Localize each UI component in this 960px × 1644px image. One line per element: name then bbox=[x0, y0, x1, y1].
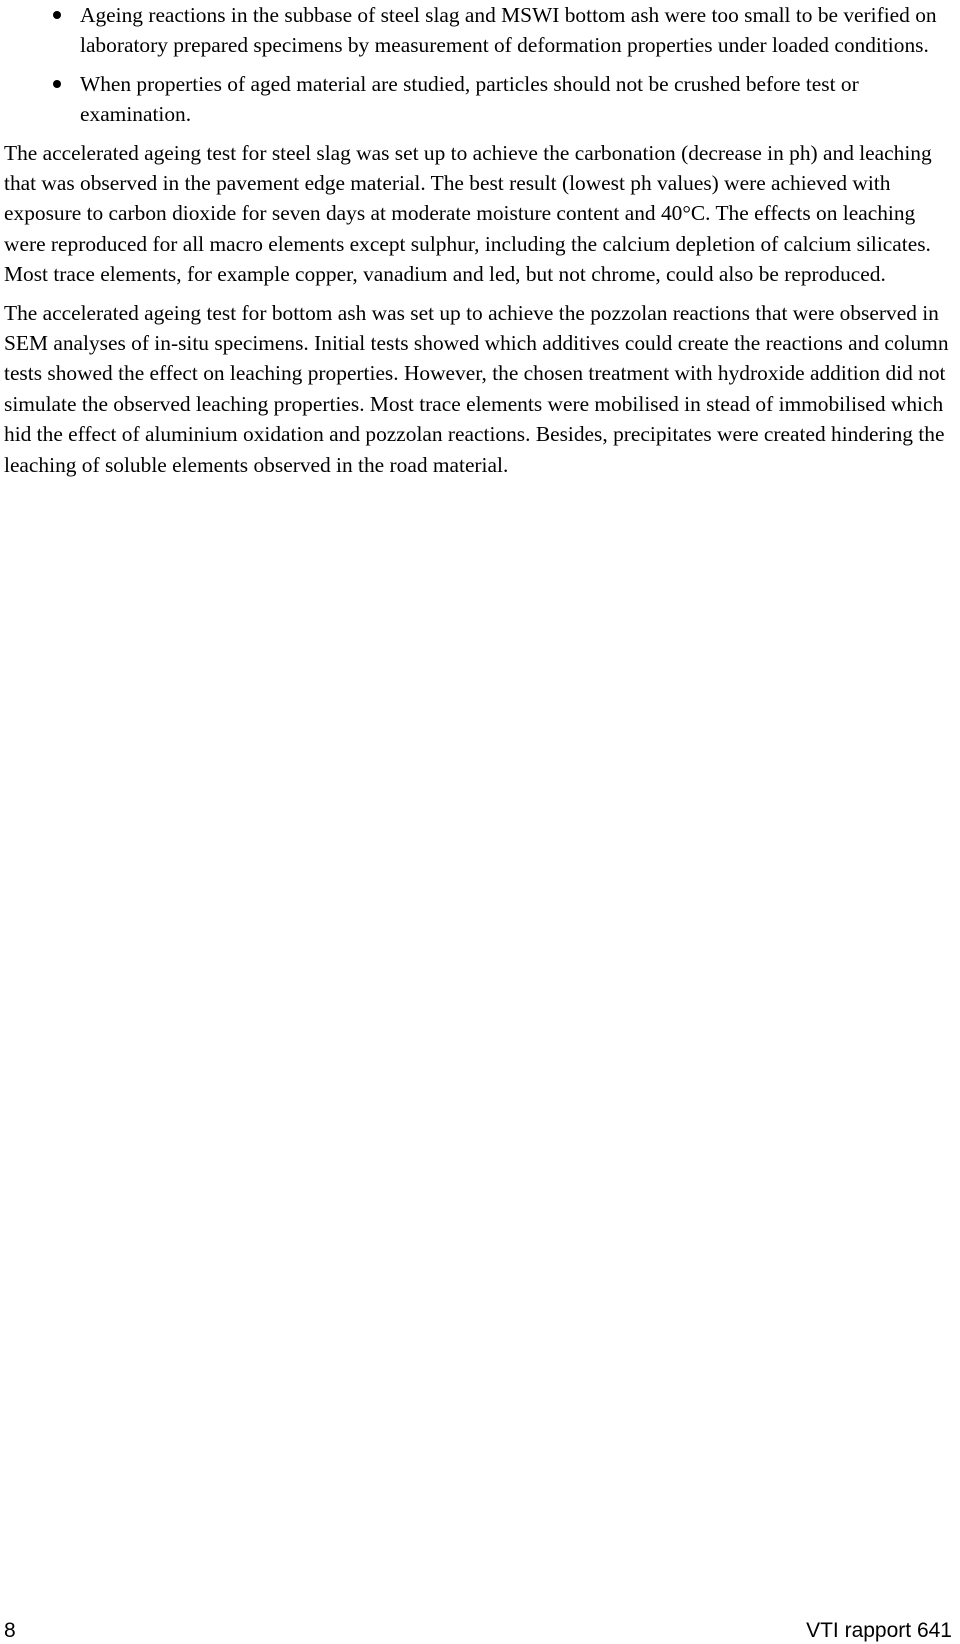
report-label: VTI rapport 641 bbox=[806, 1619, 952, 1642]
page-number: 8 bbox=[4, 1619, 16, 1642]
page-body bbox=[4, 0, 960, 488]
bullet-text: Ageing reactions in the subbase of steel slag and MSWI bottom ash were too small to be verified on laboratory prepared specimens by measurement of deformation properties under loaded conditions. bbox=[80, 3, 937, 58]
bullet-dot-icon bbox=[53, 11, 61, 19]
conclusion-bullet-list bbox=[4, 0, 960, 130]
paragraph-bottom-ash: The accelerated ageing test for bottom ash was set up to achieve the pozzolan reactions that were observed in SEM analyses of in-situ specimens. Initial tests showed which additives could create the reactions and column tests showed the effect on leaching properties. However, the chosen treatment with hydroxide addition did not simulate the observed leaching properties. Most trace elements were mobilised in stead of immobilised which hid the effect of aluminium oxidation and pozzolan reactions. Besides, precipitates were created hindering the leaching of soluble elements observed in the road material. bbox=[4, 300, 949, 477]
page-footer bbox=[0, 1618, 960, 1644]
bullet-item bbox=[4, 0, 960, 61]
bullet-dot-icon bbox=[53, 80, 61, 88]
bullet-text: When properties of aged material are studied, particles should not be crushed before test or examination. bbox=[80, 71, 859, 127]
paragraph-steel-slag: The accelerated ageing test for steel slag was set up to achieve the carbonation (decrease in ph) and leaching that was observed in the pavement edge material. The best result (lowest ph values) were achieved with exposure to carbon dioxide for seven days at moderate moisture content and 40°C. The effects on leaching were reproduced for all macro elements except sulphur, including the calcium depletion of calcium silicates. Most trace elements, for example copper, vanadium and led, but not chrome, could also be reproduced. bbox=[4, 140, 932, 287]
bullet-item bbox=[4, 69, 960, 130]
